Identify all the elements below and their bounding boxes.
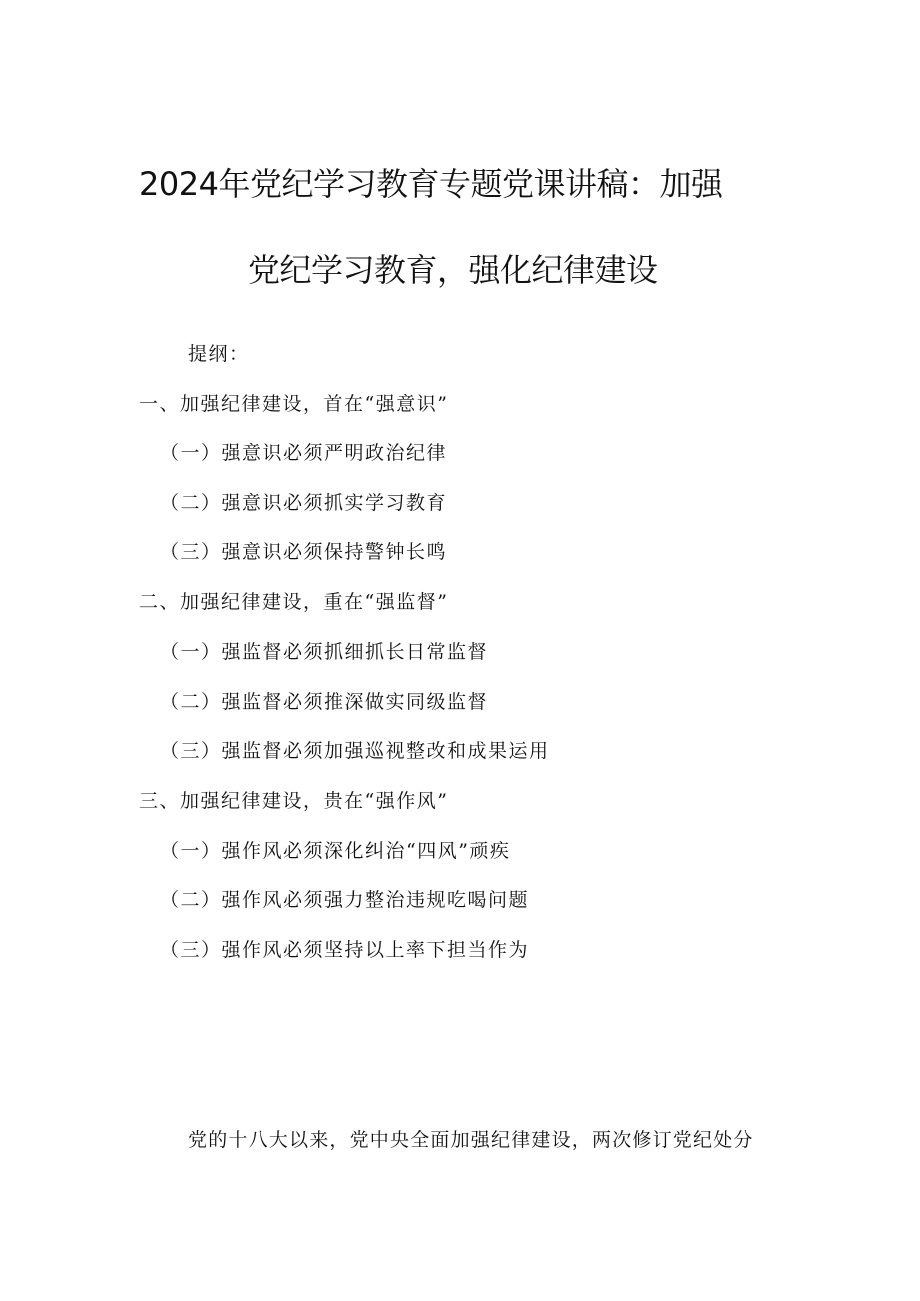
document-title-line-2: 党纪学习教育，强化纪律建设 (248, 251, 658, 289)
outline-item: （一）强监督必须抓细抓长日常监督 (160, 641, 489, 663)
outline-item: （三）强意识必须保持警钟长鸣 (160, 541, 448, 563)
outline-item: （三）强监督必须加强巡视整改和成果运用 (160, 740, 550, 762)
section-heading-1: 一、加强纪律建设，首在“强意识” (139, 393, 449, 415)
outline-item: （三）强作风必须坚持以上率下担当作为 (160, 939, 530, 961)
outline-item: （二）强监督必须推深做实同级监督 (160, 691, 489, 713)
document-title-line-1: 2024年党纪学习教育专题党课讲稿：加强 (139, 165, 723, 203)
outline-item: （一）强意识必须严明政治纪律 (160, 442, 448, 464)
outline-label: 提纲： (188, 343, 250, 365)
outline-item: （二）强意识必须抓实学习教育 (160, 492, 448, 514)
outline-item: （一）强作风必须深化纠治“四风”顽疾 (160, 840, 511, 862)
section-heading-3: 三、加强纪律建设，贵在“强作风” (139, 790, 449, 812)
outline-item: （二）强作风必须强力整治违规吃喝问题 (160, 889, 530, 911)
section-heading-2: 二、加强纪律建设，重在“强监督” (139, 591, 449, 613)
body-paragraph: 党的十八大以来，党中央全面加强纪律建设，两次修订党纪处分 (188, 1129, 754, 1151)
